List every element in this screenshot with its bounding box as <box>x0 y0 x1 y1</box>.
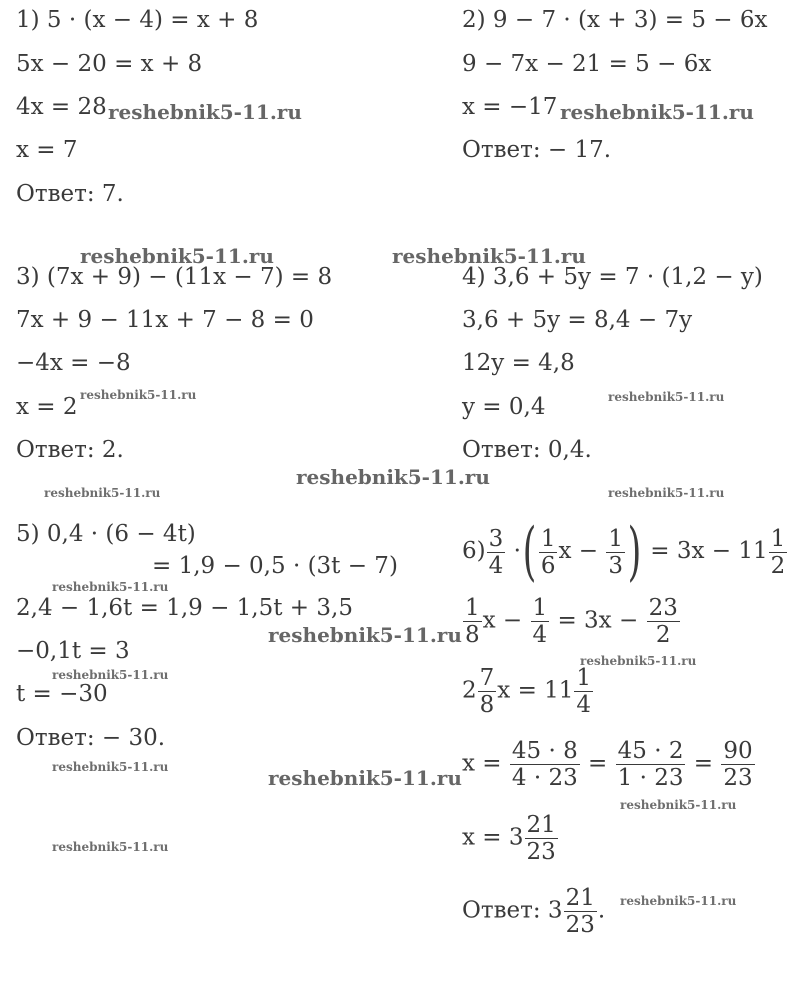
problem-2-answer: Ответ: − 17. <box>462 137 612 163</box>
problem-2-step-2: x = −17 <box>462 94 558 120</box>
problem-3-step-3: x = 2 <box>16 394 78 420</box>
problem-6-step-4: x = 3 $\frac{21}{23}$ <box>462 812 556 865</box>
equation: (7x + 9) − (11x − 7) = 8 <box>46 264 333 290</box>
watermark: reshebnik5-11.ru <box>268 766 462 790</box>
problem-4-step-1: 3,6 + 5y = 8,4 − 7y <box>462 307 693 333</box>
problem-5-step-1: 2,4 − 1,6t = 1,9 − 1,5t + 3,5 <box>16 595 353 621</box>
watermark: reshebnik5-11.ru <box>620 798 737 812</box>
problem-4-step-3: y = 0,4 <box>462 394 546 420</box>
fraction: $\frac{45 \cdot 8}{4 \cdot 23}$ <box>511 738 578 791</box>
watermark: reshebnik5-11.ru <box>52 840 169 854</box>
problem-number: 6) <box>462 538 486 564</box>
right-paren: ) <box>627 515 642 589</box>
problem-4-step-2: 12y = 4,8 <box>462 350 575 376</box>
fraction: $\frac{1}{6}$ <box>540 525 556 579</box>
problem-number: 2) <box>462 7 486 33</box>
problem-number: 1) <box>16 7 40 33</box>
problem-6-step-1: $\frac{1}{8}$ x − $\frac{1}{4}$ = 3x − $\frac{23}{2}$ <box>465 595 678 648</box>
fraction: $\frac{21}{23}$ <box>565 885 595 938</box>
watermark: reshebnik5-11.ru <box>296 465 490 489</box>
watermark: reshebnik5-11.ru <box>108 100 302 124</box>
problem-1-step-1: 5x − 20 = x + 8 <box>16 51 203 77</box>
watermark: reshebnik5-11.ru <box>52 760 169 774</box>
problem-1-step-2: 4x = 28 <box>16 94 107 120</box>
watermark: reshebnik5-11.ru <box>608 486 725 500</box>
problem-6-answer: Ответ: 3 $\frac{21}{23}$ . <box>462 885 606 938</box>
fraction: $\frac{1}{4}$ <box>576 665 592 718</box>
watermark: reshebnik5-11.ru <box>80 244 274 268</box>
problem-number: 5) <box>16 521 40 547</box>
problem-6-step-3: x = $\frac{45 \cdot 8}{4 \cdot 23}$ = $\frac{45 \cdot 2}{1 \cdot 23}$ = $\frac{90}{23}$ <box>462 738 753 791</box>
fraction: $\frac{1}{4}$ <box>532 595 548 648</box>
watermark: reshebnik5-11.ru <box>80 388 197 402</box>
watermark: reshebnik5-11.ru <box>44 486 161 500</box>
watermark: reshebnik5-11.ru <box>392 244 586 268</box>
problem-6-step-2: 2 $\frac{7}{8}$ x = 11 $\frac{1}{4}$ <box>462 665 592 718</box>
problem-1-step-3: x = 7 <box>16 137 78 163</box>
problem-2-statement <box>462 6 767 34</box>
watermark: reshebnik5-11.ru <box>268 623 462 647</box>
problem-5-statement <box>16 520 196 548</box>
fraction: $\frac{21}{23}$ <box>526 812 556 865</box>
problem-4-answer: Ответ: 0,4. <box>462 437 592 463</box>
watermark: reshebnik5-11.ru <box>52 668 169 682</box>
equation: 3,6 + 5y = 7 · (1,2 − y) <box>492 264 763 290</box>
problem-5-step-3: t = −30 <box>16 681 108 707</box>
left-paren: ( <box>522 515 537 589</box>
watermark: reshebnik5-11.ru <box>580 654 697 668</box>
fraction: $\frac{45 \cdot 2}{1 \cdot 23}$ <box>617 738 684 791</box>
fraction: $\frac{1}{3}$ <box>608 525 624 579</box>
fraction: $\frac{23}{2}$ <box>648 595 678 648</box>
equation: 5 · (x − 4) = x + 8 <box>46 7 259 33</box>
fraction: $\frac{1}{8}$ <box>465 595 480 648</box>
problem-number: 3) <box>16 264 40 290</box>
fraction: $\frac{1}{2}$ <box>770 525 786 579</box>
fraction: $\frac{90}{23}$ <box>723 738 753 791</box>
problem-5-answer: Ответ: − 30. <box>16 725 166 751</box>
equation: 0,4 · (6 − 4t) <box>46 521 196 547</box>
problem-number: 4) <box>462 264 486 290</box>
problem-3-step-1: 7x + 9 − 11x + 7 − 8 = 0 <box>16 307 314 333</box>
watermark: reshebnik5-11.ru <box>560 100 754 124</box>
problem-5-step-2: −0,1t = 3 <box>16 638 130 664</box>
problem-3-step-2: −4x = −8 <box>16 350 131 376</box>
watermark: reshebnik5-11.ru <box>52 580 169 594</box>
problem-2-step-1: 9 − 7x − 21 = 5 − 6x <box>462 51 712 77</box>
fraction: $\frac{7}{8}$ <box>479 665 495 718</box>
problem-5-statement-continued: = 1,9 − 0,5 · (3t − 7) <box>152 553 398 579</box>
problem-6-statement: 6) $\frac{3}{4}$ ·( $\frac{1}{6}$ x − $\frac{1}{3}$ ) = 3x − 11 $\frac{1}{2}$ <box>462 515 786 589</box>
equation: 9 − 7 · (x + 3) = 5 − 6x <box>492 7 768 33</box>
watermark: reshebnik5-11.ru <box>620 894 737 908</box>
problem-1-answer: Ответ: 7. <box>16 181 124 207</box>
problem-1-statement <box>16 6 258 34</box>
problem-3-answer: Ответ: 2. <box>16 437 124 463</box>
fraction: $\frac{3}{4}$ <box>488 525 504 579</box>
watermark: reshebnik5-11.ru <box>608 390 725 404</box>
